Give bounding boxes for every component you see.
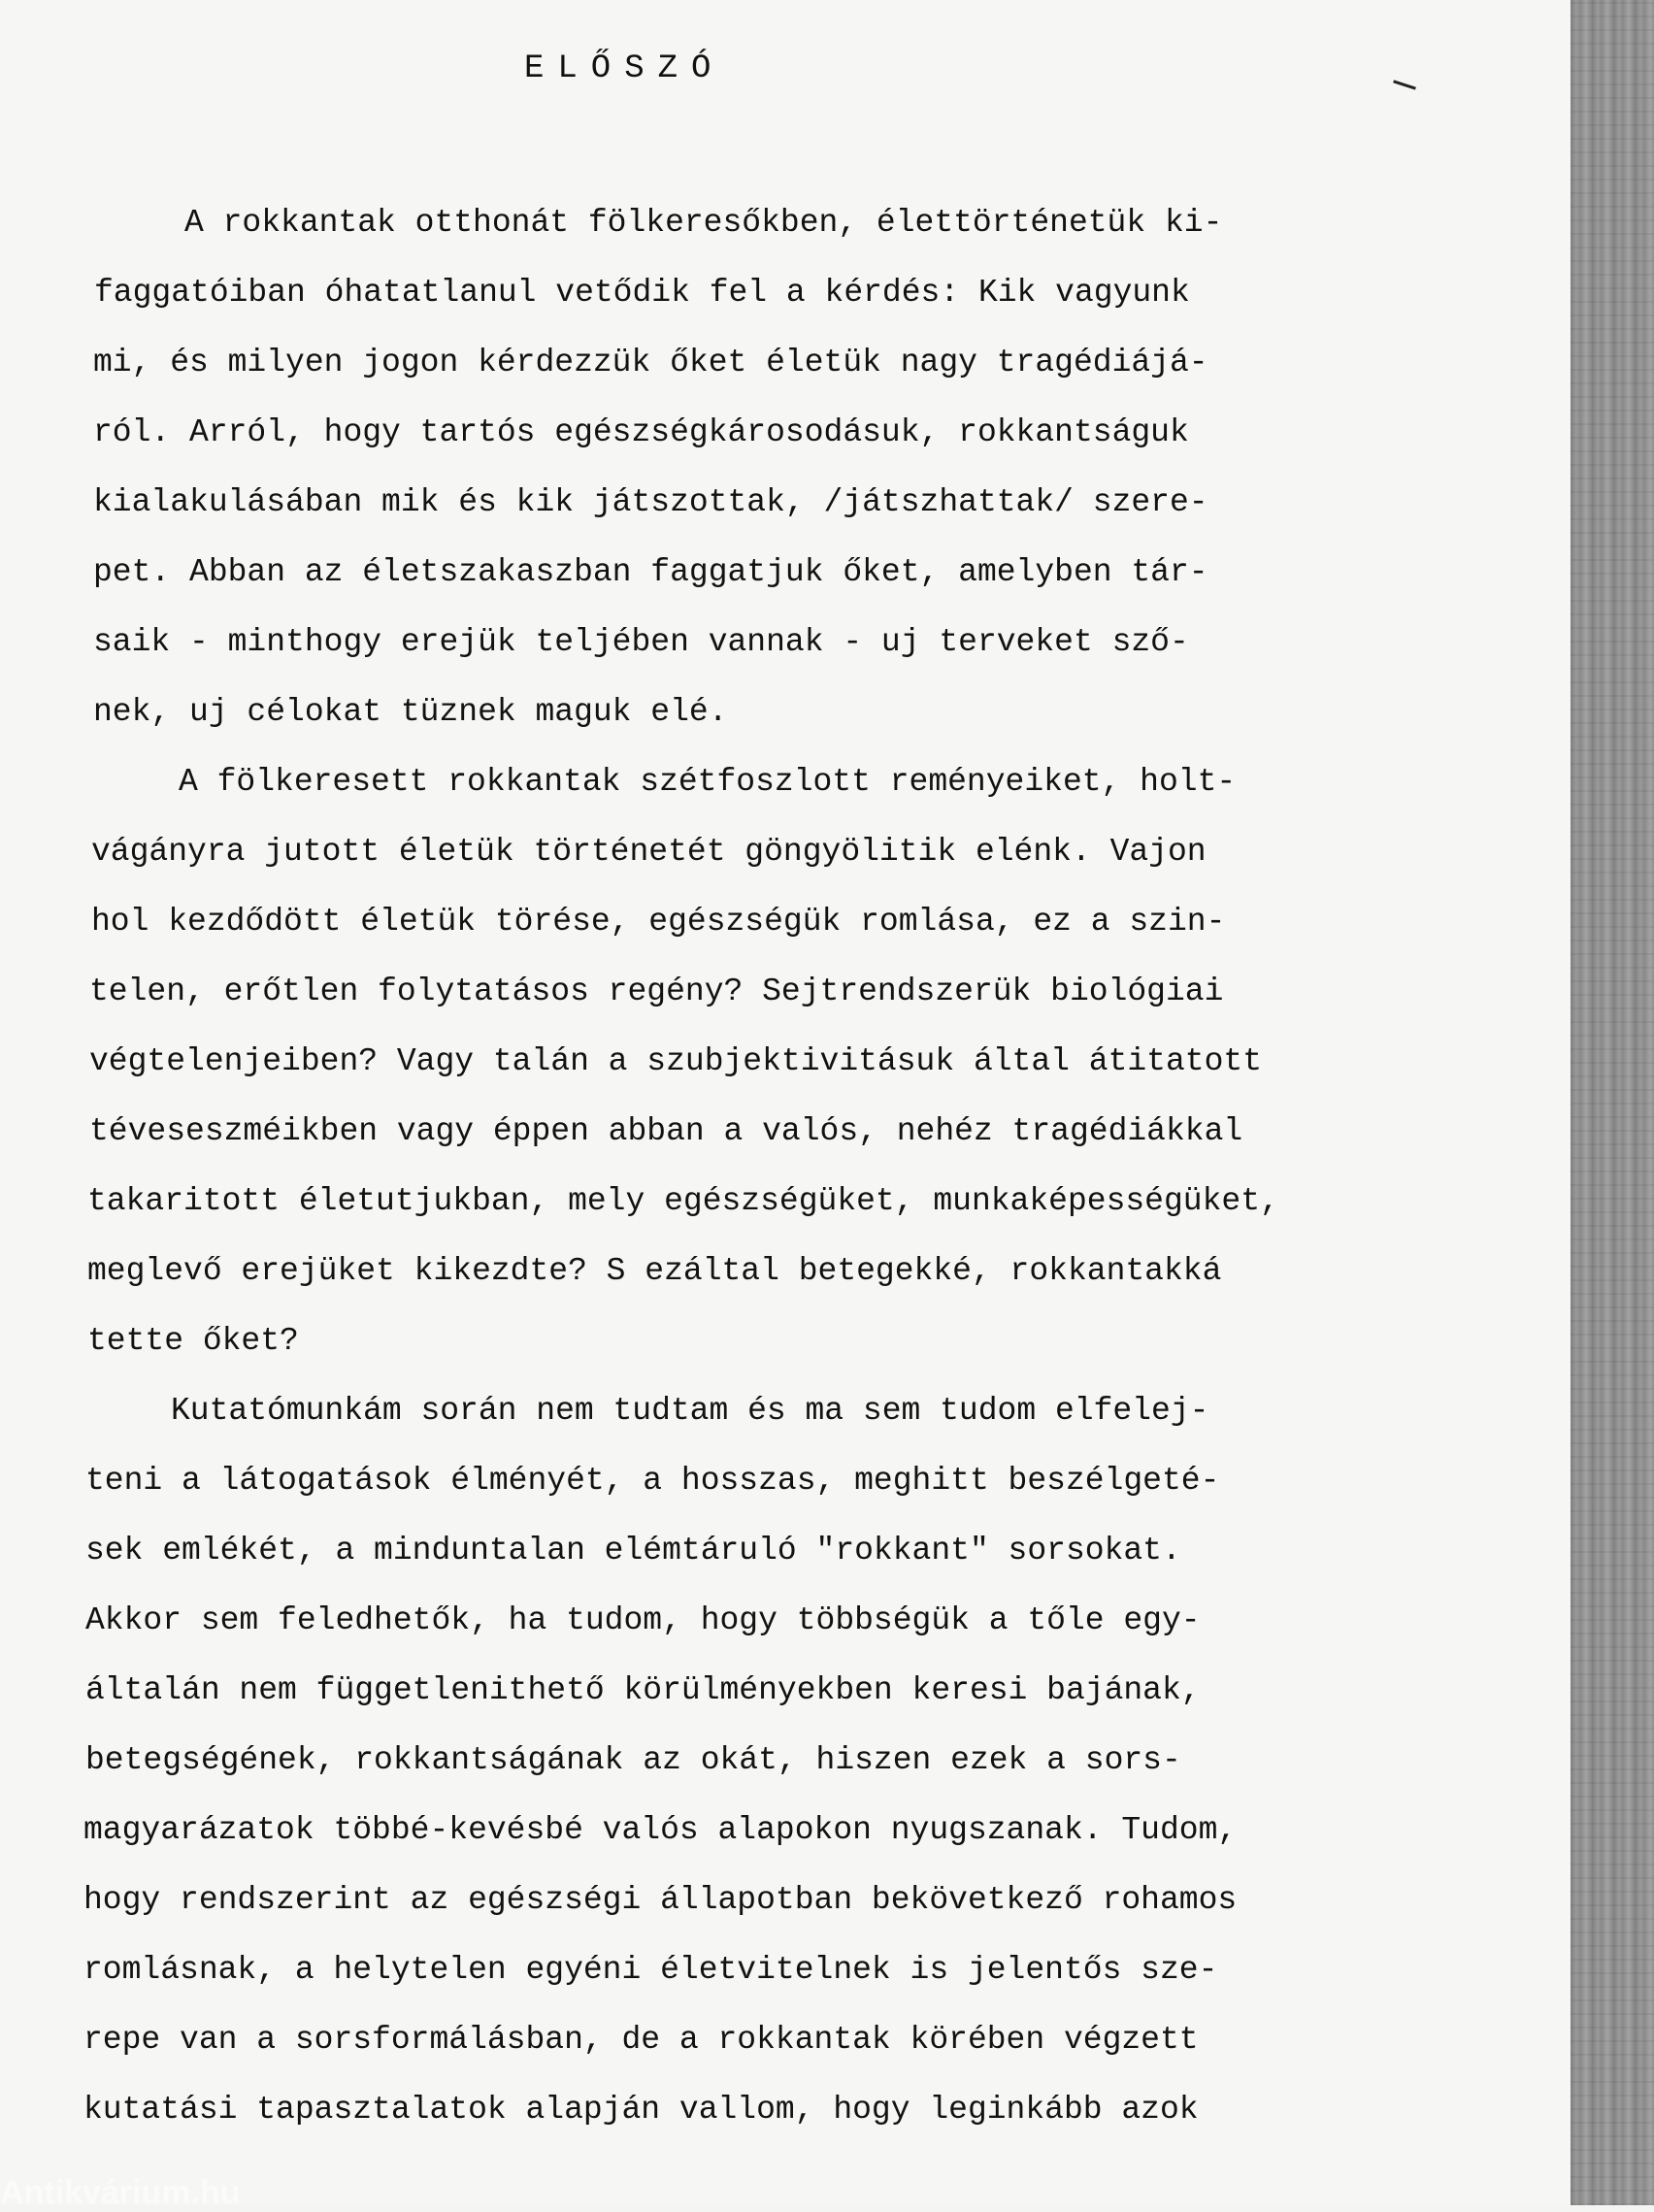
document-heading: ELŐSZÓ	[524, 50, 725, 87]
text-line: vágányra jutott életük történetét göngyölitik elénk. Vajon	[91, 834, 1207, 870]
text-line: hogy rendszerint az egészségi állapotban bekövetkező rohamos	[83, 1882, 1238, 1918]
text-line: kialakulásában mik és kik játszottak, /játszhattak/ szere-	[93, 484, 1208, 520]
text-line: teni a látogatások élményét, a hosszas, meghitt beszélgeté-	[85, 1463, 1220, 1499]
text-line: általán nem függetlenithető körülményekben keresi bajának,	[85, 1672, 1201, 1708]
text-line: téveseszméikben vagy éppen abban a valós, nehéz tragédiákkal	[89, 1113, 1243, 1149]
text-line: saik - minthogy erejük teljében vannak - uj terveket sző-	[93, 624, 1189, 660]
text-line: takaritott életutjukban, mely egészségüket, munkaképességüket,	[87, 1183, 1279, 1219]
text-line: faggatóiban óhatatlanul vetődik fel a kérdés: Kik vagyunk	[94, 275, 1190, 311]
text-line: Akkor sem feledhetők, ha tudom, hogy többségük a tőle egy-	[85, 1602, 1201, 1638]
text-line: végtelenjeiben? Vagy talán a szubjektivitásuk által átitatott	[89, 1043, 1262, 1079]
text-line: ról. Arról, hogy tartós egészségkárosodásuk, rokkantságuk	[93, 414, 1189, 450]
text-line: betegségének, rokkantságának az okát, hiszen ezek a sors-	[85, 1742, 1181, 1778]
text-line: A fölkeresett rokkantak szétfoszlott reményeiket, holt-	[179, 764, 1237, 800]
pen-mark	[1393, 80, 1416, 89]
text-line: sek emlékét, a minduntalan elémtáruló "rokkant" sorsokat.	[85, 1533, 1181, 1568]
text-line: magyarázatok többé-kevésbé valós alapokon nyugszanak. Tudom,	[83, 1812, 1238, 1848]
text-line: A rokkantak otthonát fölkeresőkben, élettörténetük ki-	[184, 205, 1223, 241]
text-line: repe van a sorsformálásban, de a rokkantak körében végzett	[83, 2022, 1199, 2058]
text-line: nek, uj célokat tüznek maguk elé.	[93, 694, 728, 730]
text-line: hol kezdődött életük törése, egészségük romlása, ez a szin-	[91, 904, 1226, 940]
watermark: Antikvárium.hu	[0, 2174, 241, 2211]
text-line: kutatási tapasztalatok alapján vallom, hogy leginkább azok	[83, 2092, 1199, 2128]
text-line: pet. Abban az életszakaszban faggatjuk őket, amelyben tár-	[93, 554, 1208, 590]
text-line: mi, és milyen jogon kérdezzük őket életük nagy tragédiájá-	[93, 345, 1208, 380]
text-line: telen, erőtlen folytatásos regény? Sejtrendszerük biológiai	[89, 974, 1224, 1009]
page-binding-edge	[1571, 0, 1654, 2205]
text-line: tette őket?	[87, 1323, 299, 1359]
text-line: romlásnak, a helytelen egyéni életvitelnek is jelentős sze-	[83, 1952, 1218, 1988]
text-line: meglevő erejüket kikezdte? S ezáltal betegekké, rokkantakká	[87, 1253, 1222, 1289]
text-line: Kutatómunkám során nem tudtam és ma sem tudom elfelej-	[171, 1393, 1209, 1429]
